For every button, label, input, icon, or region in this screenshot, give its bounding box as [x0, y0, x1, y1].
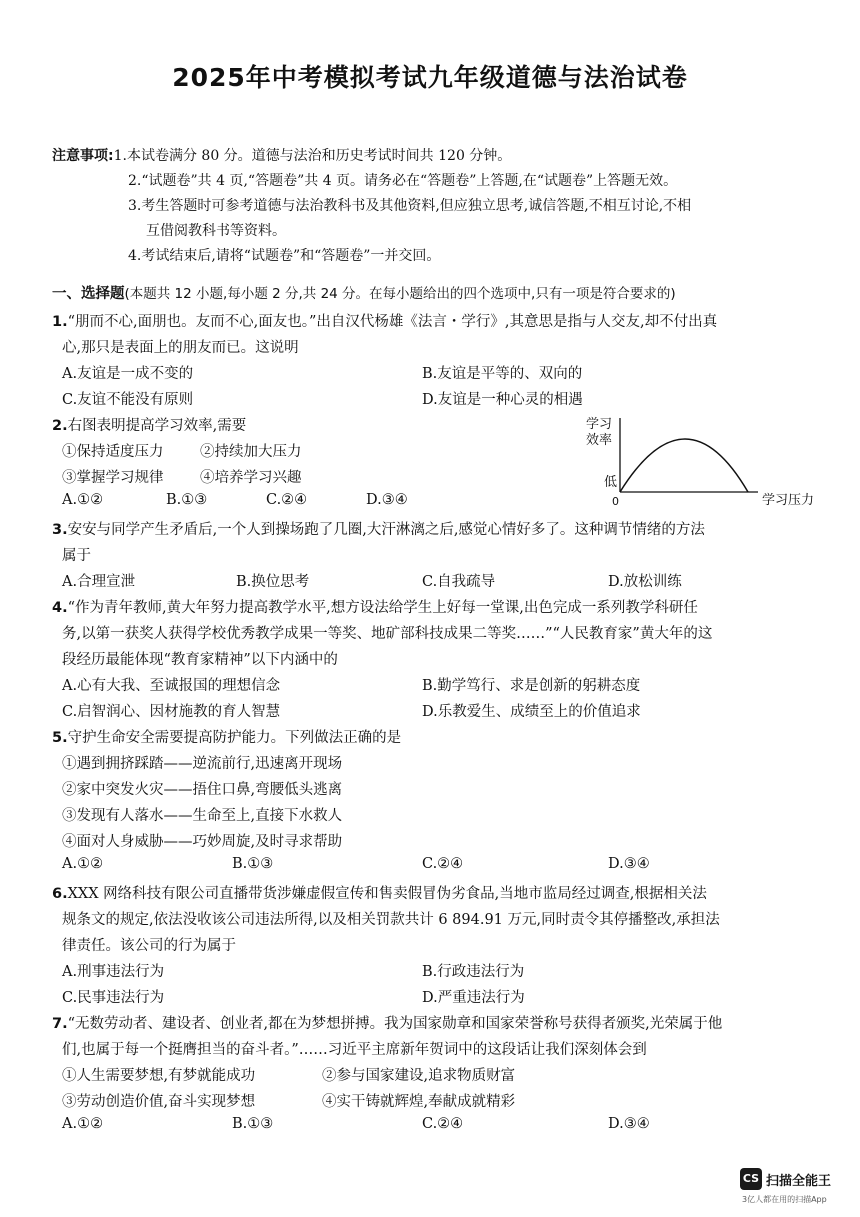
question-4-stem-cont: 务,以第一获奖人获得学校优秀教学成果一等奖、地矿部科技成果二等奖……”“人民教育家”黄大年的这: [62, 626, 713, 642]
choice-item: ④面对人身威胁——巧妙周旋,及时寻求帮助: [62, 834, 343, 850]
choice-item: ③发现有人落水——生命至上,直接下水救人: [62, 808, 343, 824]
option-b: B.换位思考: [236, 574, 310, 590]
option-c: C.②④: [422, 856, 464, 872]
section-title: 一、选择题: [52, 286, 125, 302]
question-2-stem: 2.右图表明提高学习效率,需要: [52, 418, 247, 434]
question-6-stem: 6.XXX 网络科技有限公司直播带货涉嫌虚假宣传和售卖假冒伪劣食品,当地市监局经过调查,根据相关法: [52, 886, 707, 902]
notice-label: 注意事项:: [52, 148, 114, 164]
watermark-subtitle: 3亿人都在用的扫描App: [742, 1195, 827, 1204]
notice-row-1: [52, 144, 511, 168]
option-a: A.①②: [62, 856, 104, 872]
question-3-stem-cont: 属于: [62, 548, 91, 564]
option-b: B.①③: [232, 856, 274, 872]
efficiency-pressure-figure: [576, 412, 826, 512]
choice-item: ②参与国家建设,追求物质财富: [322, 1068, 516, 1084]
choice-item: ④培养学习兴趣: [200, 470, 302, 486]
question-6-stem-cont: 律责任。该公司的行为属于: [62, 938, 236, 954]
option-b: B.勤学笃行、求是创新的躬耕态度: [422, 678, 641, 694]
option-c: C.启智润心、因材施教的育人智慧: [62, 704, 281, 720]
section-desc: (本题共 12 小题,每小题 2 分,共 24 分。在每小题给出的四个选项中,只有一项是符合要求的): [124, 286, 676, 302]
option-a: A.友谊是一成不变的: [62, 366, 194, 382]
option-d: D.乐教爱生、成绩至上的价值追求: [422, 704, 641, 720]
question-4-stem: 4.“作为青年教师,黄大年努力提高教学水平,想方设法给学生上好每一堂课,出色完成一系列教学科研任: [52, 600, 698, 616]
cs-logo-icon: CS: [740, 1168, 762, 1190]
notice-item: 1.本试卷满分 80 分。道德与法治和历史考试时间共 120 分钟。: [113, 148, 512, 164]
question-1-stem: 1.“朋而不心,面朋也。友而不心,面友也。”出自汉代杨雄《法言・学行》,其意思是指与人交友,却不付出真: [52, 314, 718, 330]
option-a: A.①②: [62, 1116, 104, 1132]
question-7-stem-cont: 们,也属于每一个挺膺担当的奋斗者。”……习近平主席新年贺词中的这段话让我们深刻体会到: [62, 1042, 647, 1058]
option-d: D.③④: [366, 492, 408, 508]
figure-xlabel: 学习压力: [762, 493, 815, 508]
choice-item: ③掌握学习规律: [62, 470, 164, 486]
option-b: B.行政违法行为: [422, 964, 525, 980]
question-3-stem: 3.安安与同学产生矛盾后,一个人到操场跑了几圈,大汗淋漓之后,感觉心情好多了。这种调节情绪的方法: [52, 522, 705, 538]
option-d: D.友谊是一种心灵的相遇: [422, 392, 583, 408]
question-6-stem-cont: 规条文的规定,依法没收该公司违法所得,以及相关罚款共计 6 894.91 万元,同时责令其停播整改,承担法: [62, 912, 720, 928]
option-b: B.友谊是平等的、双向的: [422, 366, 583, 382]
question-1-stem-cont: 心,那只是表面上的朋友而已。这说明: [62, 340, 299, 356]
scanner-watermark: [740, 1168, 850, 1208]
option-d: D.③④: [608, 1116, 650, 1132]
choice-item: ③劳动创造价值,奋斗实现梦想: [62, 1094, 256, 1110]
notice-item: 互借阅教科书等资料。: [146, 223, 286, 239]
figure-ylabel-1: 学习: [586, 417, 613, 432]
choice-item: ①人生需要梦想,有梦就能成功: [62, 1068, 256, 1084]
option-a: A.合理宣泄: [62, 574, 136, 590]
question-4-stem-cont: 段经历最能体现“教育家精神”以下内涵中的: [62, 652, 338, 668]
option-d: D.严重违法行为: [422, 990, 525, 1006]
choice-item: ①保持适度压力: [62, 444, 164, 460]
option-a: A.心有大我、至诚报国的理想信念: [62, 678, 281, 694]
section-header: [52, 282, 676, 303]
figure-origin-label: 0: [612, 495, 619, 508]
option-c: C.②④: [266, 492, 308, 508]
notice-item: 2.“试题卷”共 4 页,“答题卷”共 4 页。请务必在“答题卷”上答题,在“试题卷”上答题无效。: [128, 173, 678, 189]
question-5-stem: 5.守护生命安全需要提高防护能力。下列做法正确的是: [52, 730, 402, 746]
option-a: A.刑事违法行为: [62, 964, 165, 980]
option-b: B.①③: [166, 492, 208, 508]
question-7-stem: 7.“无数劳动者、建设者、创业者,都在为梦想拼搏。我为国家勋章和国家荣誉称号获得者颁奖,光荣属于他: [52, 1016, 723, 1032]
option-d: D.③④: [608, 856, 650, 872]
page-title: 2025年中考模拟考试九年级道德与法治试卷: [172, 63, 688, 92]
watermark-name: 扫描全能王: [766, 1174, 832, 1189]
choice-item: ④实干铸就辉煌,奉献成就精彩: [322, 1094, 516, 1110]
figure-ylabel-2: 效率: [586, 433, 613, 448]
notice-item: 3.考生答题时可参考道德与法治教科书及其他资料,但应独立思考,诚信答题,不相互讨论,不相: [128, 198, 692, 214]
option-c: C.②④: [422, 1116, 464, 1132]
option-b: B.①③: [232, 1116, 274, 1132]
figure-curve: [620, 439, 748, 492]
figure-low-label: 低: [604, 475, 618, 490]
choice-item: ②持续加大压力: [200, 444, 302, 460]
choice-item: ②家中突发火灾——捂住口鼻,弯腰低头逃离: [62, 782, 343, 798]
option-d: D.放松训练: [608, 574, 682, 590]
option-c: C.自我疏导: [422, 574, 496, 590]
notice-item: 4.考试结束后,请将“试题卷”和“答题卷”一并交回。: [128, 248, 441, 264]
option-c: C.友谊不能没有原则: [62, 392, 194, 408]
option-c: C.民事违法行为: [62, 990, 165, 1006]
option-a: A.①②: [62, 492, 104, 508]
choice-item: ①遇到拥挤踩踏——逆流前行,迅速离开现场: [62, 756, 343, 772]
